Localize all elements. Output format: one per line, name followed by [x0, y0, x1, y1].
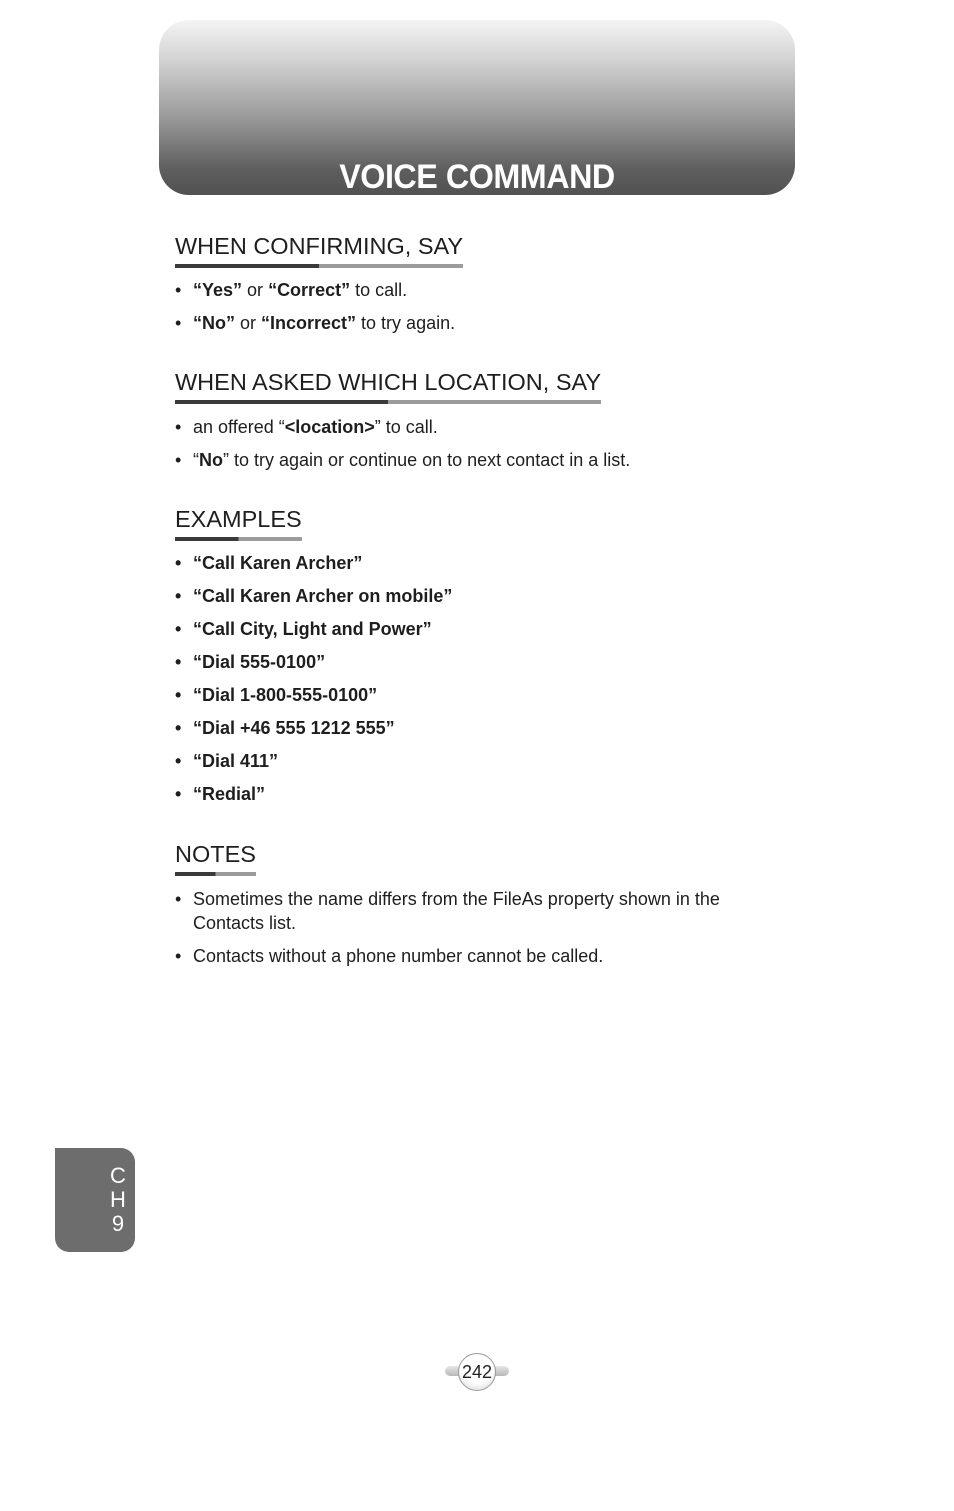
list-item: • “Dial 555-0100” [175, 650, 795, 674]
chapter-tab [55, 1148, 135, 1252]
list-item: • “Call City, Light and Power” [175, 617, 795, 641]
section-heading-location: WHEN ASKED WHICH LOCATION, SAY [175, 369, 601, 400]
list-item: • “Call Karen Archer” [175, 551, 795, 575]
list-item: • “Dial +46 555 1212 555” [175, 716, 795, 740]
list-item: • “Redial” [175, 782, 795, 806]
location-list [175, 415, 795, 472]
examples-list [175, 551, 795, 806]
section-heading-confirming: WHEN CONFIRMING, SAY [175, 233, 463, 264]
list-item: • “Yes” or “Correct” to call. [175, 278, 795, 302]
list-item: • “No” or “Incorrect” to try again. [175, 311, 795, 335]
list-item: • an offered “<location>” to call. [175, 415, 795, 439]
notes-list [175, 887, 795, 968]
list-item: • “No” to try again or continue on to next contact in a list. [175, 448, 795, 472]
section-heading-notes: NOTES [175, 841, 256, 872]
list-item: • “Dial 1-800-555-0100” [175, 683, 795, 707]
list-item: • Sometimes the name differs from the FileAs property shown in the Contacts list. [175, 887, 773, 935]
list-item: • “Call Karen Archer on mobile” [175, 584, 795, 608]
list-item: • Contacts without a phone number cannot be called. [175, 944, 795, 968]
section-heading-examples: EXAMPLES [175, 506, 302, 537]
confirming-list [175, 278, 795, 335]
chapter-title-banner [159, 20, 795, 195]
list-item: • “Dial 411” [175, 749, 795, 773]
page-number-badge [445, 1352, 509, 1392]
chapter-label: C H 9 [110, 1163, 126, 1236]
page-title: VOICE COMMAND [339, 158, 615, 196]
page-number: 242 [458, 1353, 496, 1391]
